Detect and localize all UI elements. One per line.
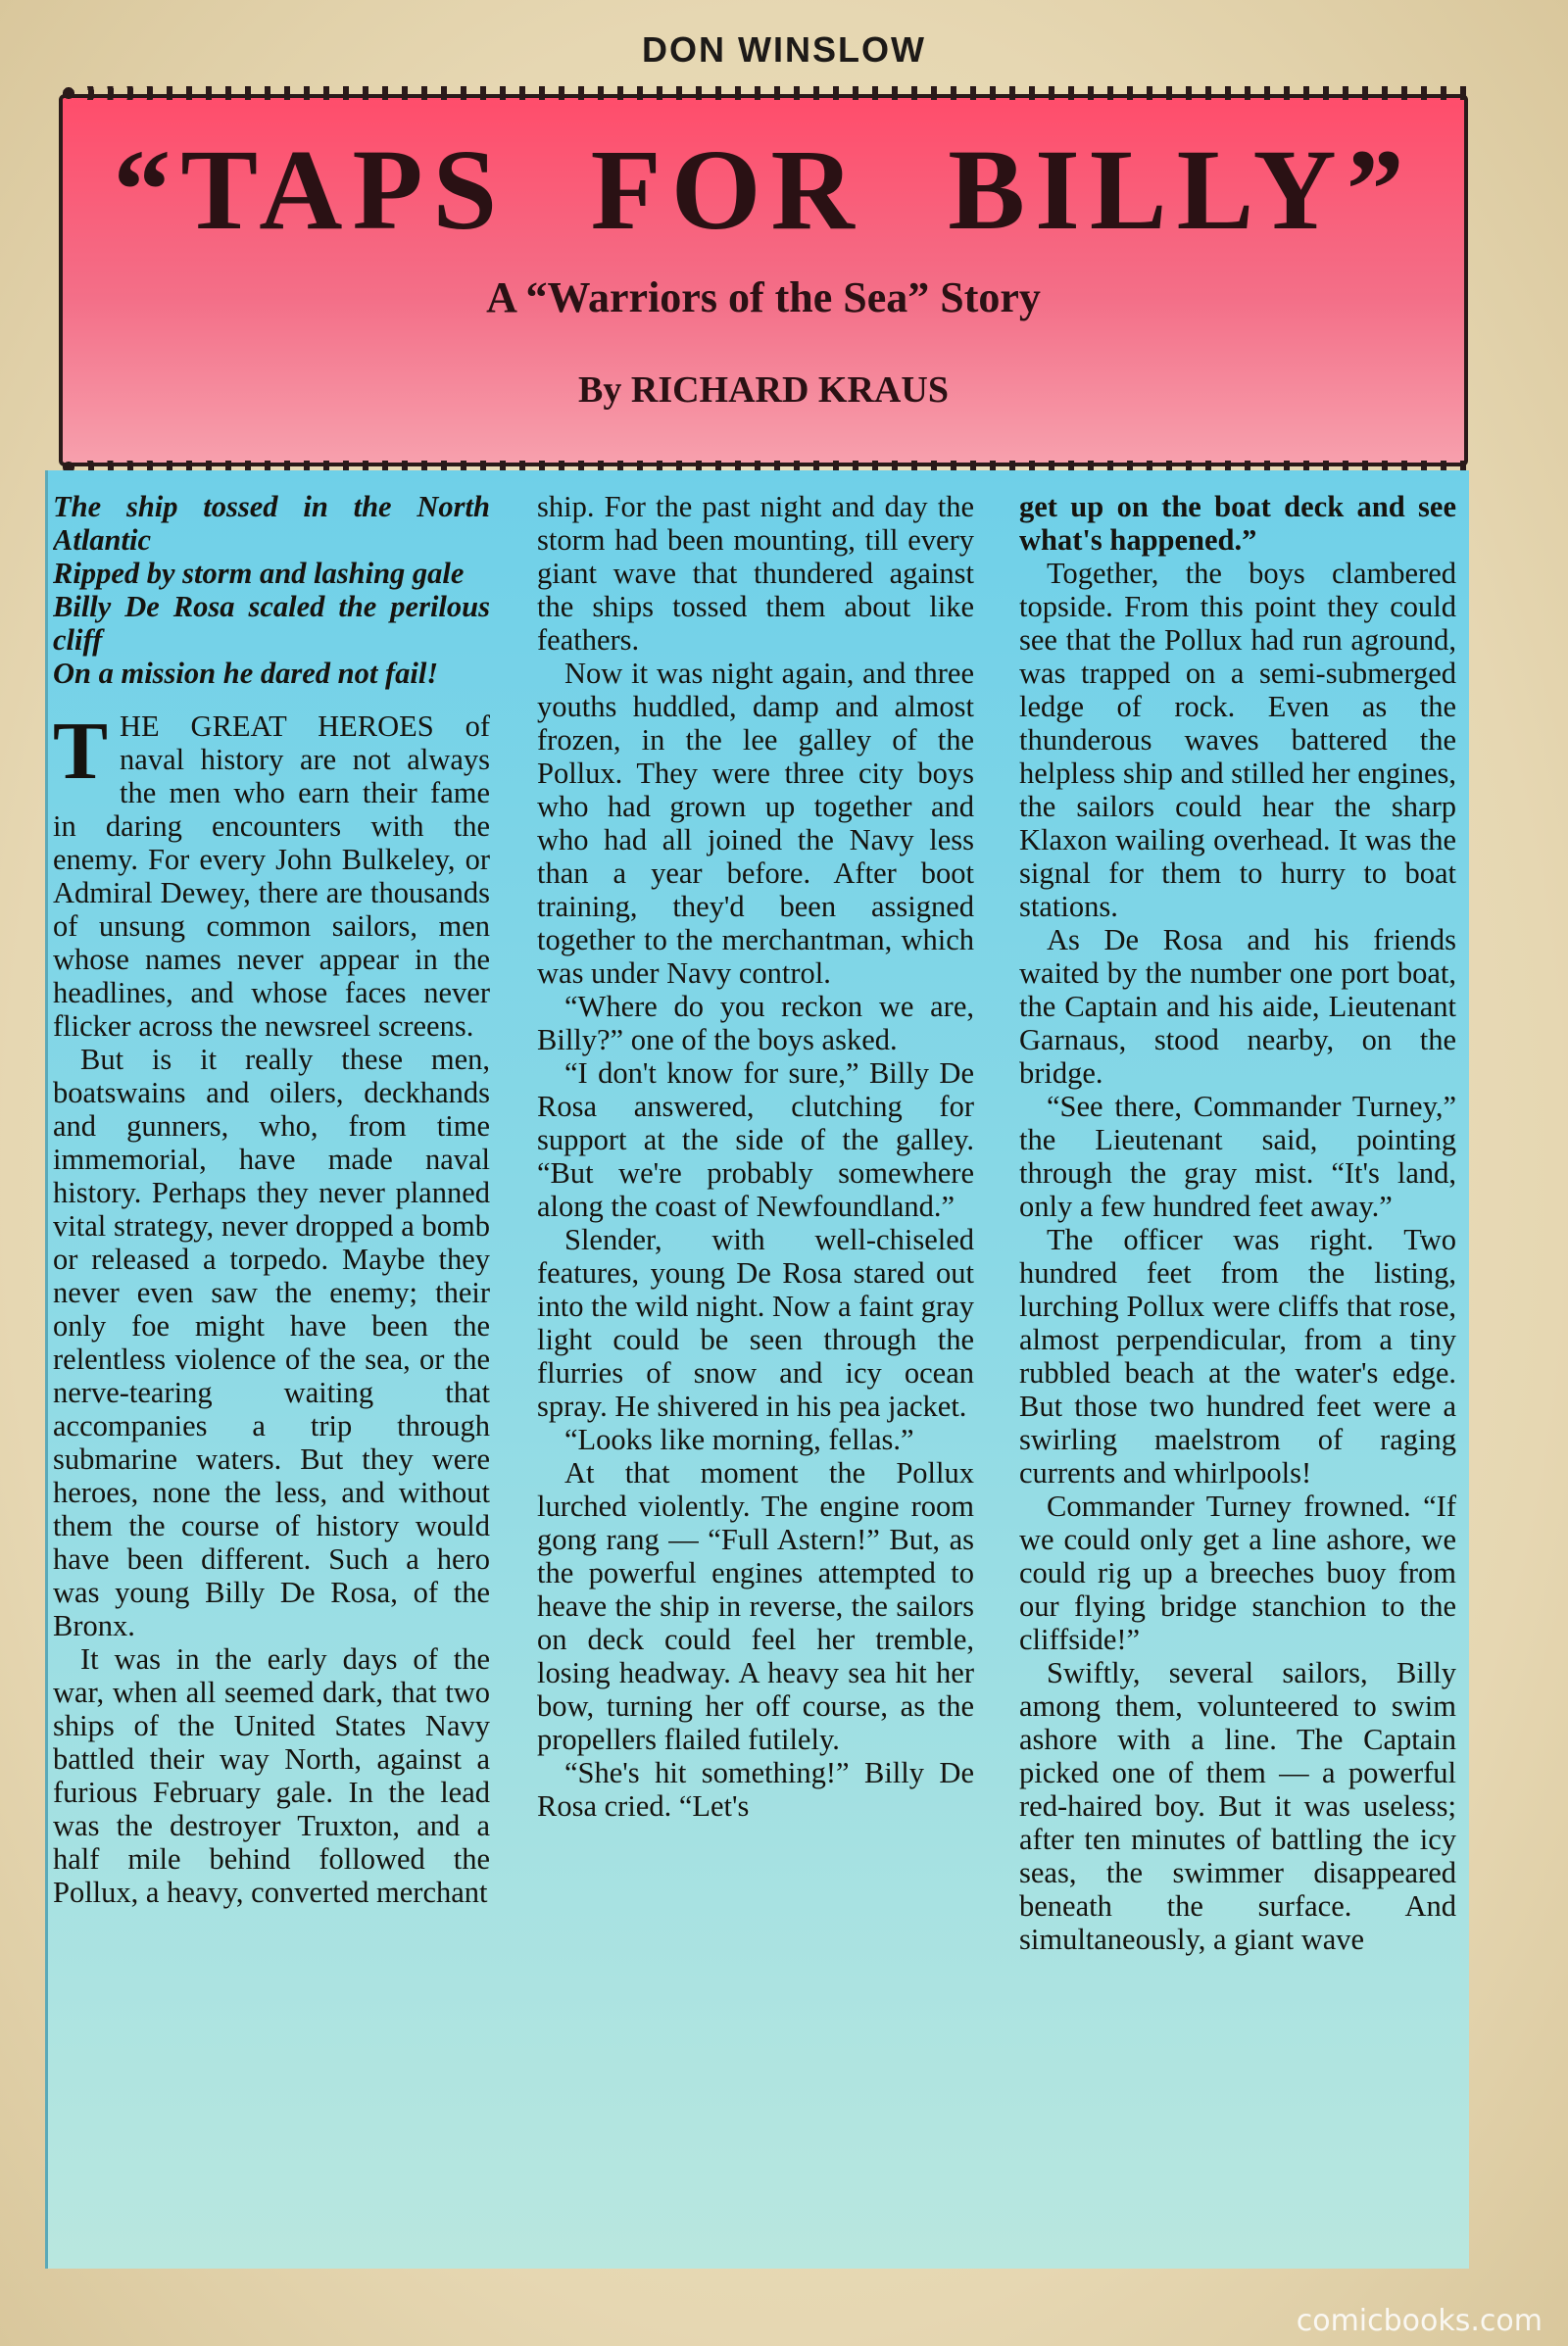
paragraph: “See there, Commander Turney,” the Lieutenant said, pointing through the gray mist. “It's land, only a few hundred feet away.” — [1019, 1090, 1456, 1223]
paragraph: Now it was night again, and three youths huddled, damp and almost frozen, in the lee galley of the Pollux. They were three city boys who had grown up together and who had all joined the Navy less than a year before. After boot training, they'd been assigned together to the merchantman, which was under Navy control. — [537, 657, 974, 990]
text-column-3 — [1019, 490, 1456, 2269]
paragraph: ship. For the past night and day the storm had been mounting, till every giant wave that thundered against the ships tossed them about like feathers. — [537, 490, 974, 657]
paragraph: “I don't know for sure,” Billy De Rosa answered, clutching for support at the side of the galley. “But we're probably somewhere along the coast of Newfoundland.” — [537, 1056, 974, 1223]
paragraph: Commander Turney frowned. “If we could only get a line ashore, we could rig up a breeches buoy from our flying bridge stanchion to the cliffside!” — [1019, 1490, 1456, 1656]
paragraph: get up on the boat deck and see what's happened.” — [1019, 490, 1456, 557]
epigraph — [53, 490, 490, 690]
text-column-2 — [537, 490, 974, 2269]
byline: By RICHARD KRAUS — [578, 369, 949, 411]
paragraph: It was in the early days of the war, when all seemed dark, that two ships of the United States Navy battled their way North, against a furious February gale. In the lead was the destroyer Truxton, and a half mile behind followed the Pollux, a heavy, converted merchant — [53, 1642, 490, 1909]
epigraph-line: Billy De Rosa scaled the perilous cliff — [53, 590, 490, 657]
paragraph: But is it really these men, boatswains and oilers, deckhands and gunners, who, from time immemorial, have made naval history. Perhaps they never planned vital strategy, never dropped a bomb or released a torpedo. Maybe they never even saw the enemy; their only foe might have been the relentless violence of the sea, or the nerve-tearing waiting that accompanies a trip through submarine waters. But they were heroes, none the less, and without them the course of history would have been different. Such a hero was young Billy De Rosa, of the Bronx. — [53, 1043, 490, 1642]
paragraph-text: HE GREAT HEROES of naval history are not always the men who earn their fame in daring encounters with the enemy. For every John Bulkeley, or Admiral Dewey, there are thousands of unsung common sailors, men whose names never appear in the headlines, and whose faces never flicker across the newsreel screens. — [53, 709, 490, 1043]
epigraph-line: The ship tossed in the North Atlantic — [53, 490, 490, 557]
paragraph — [53, 706, 490, 1043]
title-panel — [59, 94, 1468, 466]
paragraph: At that moment the Pollux lurched violently. The engine room gong rang — “Full Astern!” But, as the powerful engines attempted to heave the ship in reverse, the sailors on deck could feel her tremble, losing headway. A heavy sea hit her bow, turning her off course, as the propellers flailed futilely. — [537, 1456, 974, 1756]
story-title: “TAPS FOR BILLY” — [113, 125, 1414, 254]
watermark: comicbooks.com — [1296, 2304, 1543, 2338]
epigraph-line: On a mission he dared not fail! — [53, 657, 439, 690]
drop-cap: T — [53, 706, 109, 797]
story-subtitle: A “Warriors of the Sea” Story — [486, 273, 1041, 321]
epigraph-line: Ripped by storm and lashing gale — [53, 557, 465, 590]
paragraph: The officer was right. Two hundred feet from the listing, lurching Pollux were cliffs that rose, almost perpendicular, from a tiny rubbled beach at the water's edge. But those two hundred feet were a swirling maelstrom of raging currents and whirlpools! — [1019, 1223, 1456, 1490]
paragraph: Swiftly, several sailors, Billy among them, volunteered to swim ashore with a line. The Captain picked one of them — a powerful red-haired boy. But it was useless; after ten minutes of battling the icy seas, the swimmer disappeared beneath the surface. And simultaneously, a giant wave — [1019, 1656, 1456, 1956]
paragraph: “She's hit something!” Billy De Rosa cried. “Let's — [537, 1756, 974, 1823]
paragraph: Slender, with well-chiseled features, young De Rosa stared out into the wild night. Now a faint gray light could be seen through the flurries of snow and icy ocean spray. He shivered in his pea jacket. — [537, 1223, 974, 1423]
paragraph: Together, the boys clambered topside. From this point they could see that the Pollux had run aground, was trapped on a semi-submerged ledge of rock. Even as the thunderous waves battered the helpless ship and stilled her engines, the sailors could hear the sharp Klaxon wailing overhead. It was the signal for them to hurry to boat stations. — [1019, 557, 1456, 923]
running-head: DON WINSLOW — [642, 29, 926, 70]
text-column-1 — [53, 490, 490, 2269]
paragraph: “Looks like morning, fellas.” — [564, 1423, 914, 1456]
paragraph: “Where do you reckon we are, Billy?” one of the boys asked. — [537, 990, 974, 1056]
paragraph: As De Rosa and his friends waited by the number one port boat, the Captain and his aide, Lieutenant Garnaus, stood nearby, on the bridge. — [1019, 923, 1456, 1090]
